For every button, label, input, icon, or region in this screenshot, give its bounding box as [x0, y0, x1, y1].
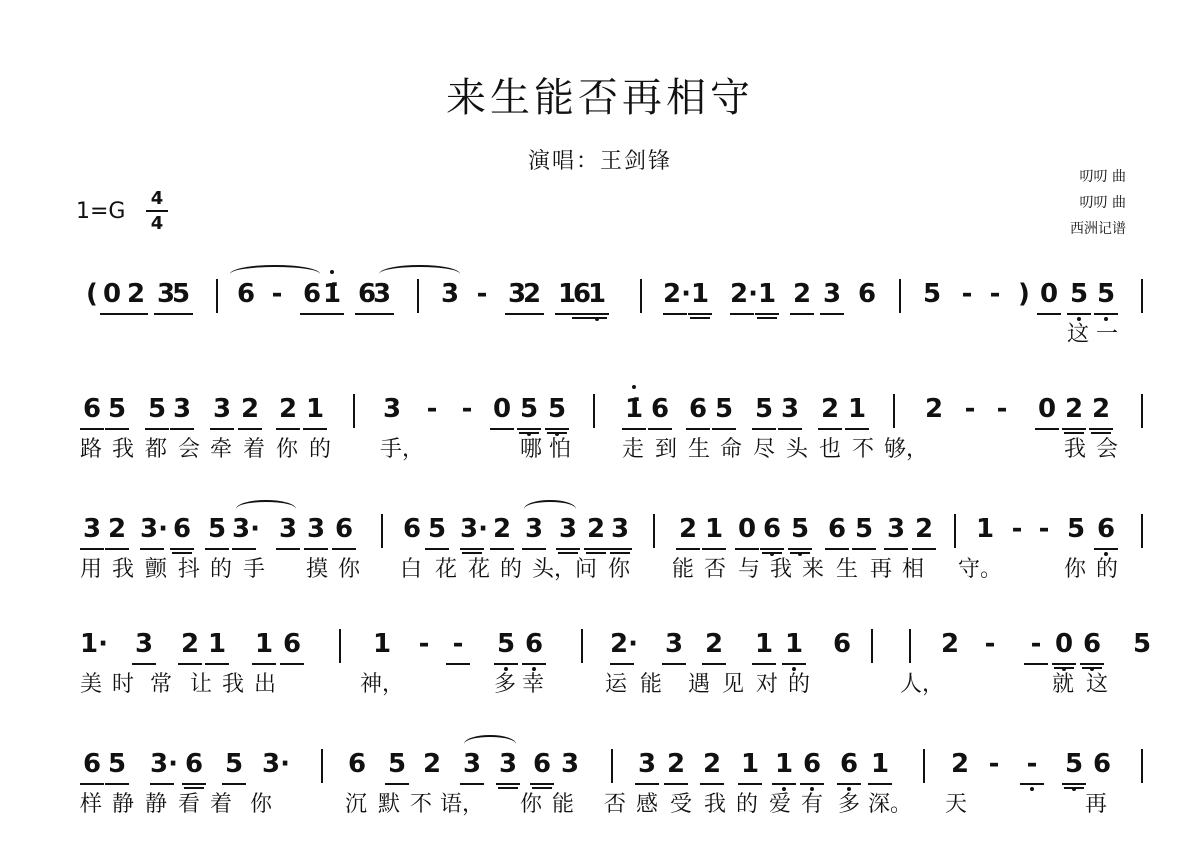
- note: 0: [1052, 625, 1076, 665]
- note: 3: [820, 275, 844, 315]
- note: 5: [205, 510, 229, 550]
- note: 3·: [140, 510, 164, 550]
- lyric-syllable: 能: [672, 557, 695, 582]
- note: 5: [1067, 275, 1091, 315]
- song-title: 来生能否再相守: [446, 75, 754, 121]
- lyric-syllable: 着: [210, 792, 233, 817]
- lyric-syllable: 也: [819, 437, 842, 462]
- note: 5: [1094, 275, 1118, 315]
- barline: [216, 279, 218, 313]
- singer-credit: 演唱：王剑锋: [527, 149, 672, 174]
- note: 2: [924, 394, 944, 424]
- note: 6: [182, 745, 206, 785]
- barline: [899, 279, 901, 313]
- note-dash: -: [961, 279, 973, 309]
- lyric-syllable: 沉: [345, 792, 368, 817]
- note: 6: [530, 745, 554, 785]
- lyric-syllable: 花: [435, 557, 458, 582]
- lyric-syllable: 再: [870, 557, 893, 582]
- note-dash: -: [1024, 625, 1048, 665]
- note: 1: [205, 625, 229, 665]
- note-dash: -: [988, 749, 1000, 779]
- note: 3: [556, 510, 580, 550]
- barline: [640, 279, 642, 313]
- note: 6: [80, 390, 104, 430]
- note: 6: [402, 514, 422, 544]
- note: 2: [1089, 390, 1113, 430]
- note: 6: [648, 390, 672, 430]
- lyric-syllable: 够，: [884, 437, 929, 462]
- slur: [230, 265, 320, 283]
- note: 3: [304, 510, 328, 550]
- barline: [1141, 279, 1143, 313]
- note: 5: [494, 625, 518, 665]
- note: 3: [496, 745, 520, 785]
- note: 6: [825, 510, 849, 550]
- lyric-syllable: 美: [80, 672, 103, 697]
- notation-row: [0, 745, 1200, 785]
- lyric-syllable: 我: [112, 437, 135, 462]
- note: 3: [80, 510, 104, 550]
- note-dash: -: [426, 394, 438, 424]
- lyric-syllable: 手，: [380, 437, 425, 462]
- note: 6: [686, 390, 710, 430]
- note: 1: [755, 275, 779, 315]
- note: 0: [735, 510, 759, 550]
- note: 6: [347, 749, 367, 779]
- note: 6: [857, 279, 877, 309]
- note-dash: -: [1011, 514, 1023, 544]
- note: 2: [664, 745, 688, 785]
- lyrics-row: [0, 436, 1200, 466]
- barline: [353, 394, 355, 428]
- note: 6: [1080, 625, 1104, 665]
- lyric-syllable: 就: [1052, 672, 1075, 697]
- note-dash: -: [418, 629, 430, 659]
- lyric-syllable: 遇: [688, 672, 711, 697]
- lyrics-row: [0, 671, 1200, 701]
- note-dash: -: [1038, 514, 1050, 544]
- note: 6: [80, 745, 104, 785]
- note: 0: [1037, 275, 1061, 315]
- note: 3: [460, 745, 484, 785]
- lyric-syllable: 摸: [306, 557, 329, 582]
- lyric-syllable: 颤: [145, 557, 168, 582]
- lyric-syllable: 见: [722, 672, 745, 697]
- note-dash: -: [271, 279, 283, 309]
- note: 1: [845, 390, 869, 430]
- note: 2: [238, 390, 262, 430]
- lyrics-row: [0, 791, 1200, 821]
- lyric-syllable: 路: [80, 437, 103, 462]
- note: 3: [778, 390, 802, 430]
- note: 1: [688, 275, 712, 315]
- lyric-syllable: 白: [400, 557, 423, 582]
- note: 2: [178, 625, 202, 665]
- lyric-syllable: 来: [802, 557, 825, 582]
- note: 5: [1132, 629, 1152, 659]
- note: 6: [570, 275, 594, 315]
- note: 5: [1062, 745, 1086, 785]
- lyric-syllable: 一: [1096, 322, 1119, 347]
- notation-row: [0, 510, 1200, 550]
- note: 0: [490, 390, 514, 430]
- note: 2: [422, 749, 442, 779]
- transcriber-credit: 西洲记谱: [1070, 221, 1126, 237]
- barline: [954, 514, 956, 548]
- lyric-syllable: 怕: [549, 437, 572, 462]
- composer-credit: 叨叨 曲: [1079, 169, 1126, 185]
- note-dash: -: [984, 629, 996, 659]
- lyric-syllable: 你: [250, 792, 273, 817]
- lyric-syllable: 常: [150, 672, 173, 697]
- lyric-syllable: 人，: [900, 672, 945, 697]
- lyric-syllable: 语，: [440, 792, 485, 817]
- lyric-syllable: 我: [704, 792, 727, 817]
- note: 6: [800, 745, 824, 785]
- lyric-syllable: 否: [704, 557, 727, 582]
- lyric-syllable: 这: [1086, 672, 1109, 697]
- note: 6: [522, 625, 546, 665]
- note: 5: [169, 275, 193, 315]
- note: 6: [355, 275, 379, 315]
- note: 5: [852, 510, 876, 550]
- lyric-syllable: 牵: [210, 437, 233, 462]
- barline: [893, 394, 895, 428]
- barline: [1141, 514, 1143, 548]
- barline: [339, 629, 341, 663]
- note: 1: [303, 390, 327, 430]
- lyric-syllable: 花: [468, 557, 491, 582]
- lyric-syllable: 静: [112, 792, 135, 817]
- lyric-syllable: 否: [604, 792, 627, 817]
- note: 1: [252, 625, 276, 665]
- note-dash: -: [996, 394, 1008, 424]
- note: 0: [100, 275, 124, 315]
- note: 3: [370, 275, 394, 315]
- note: 2·: [663, 275, 687, 315]
- note: 5: [222, 745, 246, 785]
- lyric-syllable: 让: [190, 672, 213, 697]
- barline: [923, 749, 925, 783]
- lyric-syllable: 神，: [360, 672, 405, 697]
- note: 3·: [262, 749, 290, 779]
- lyric-syllable: 我: [1064, 437, 1087, 462]
- barline: [581, 629, 583, 663]
- note: 3·: [232, 510, 256, 550]
- barline: [321, 749, 323, 783]
- lyric-syllable: 你: [338, 557, 361, 582]
- note: 2·: [610, 625, 634, 665]
- note: 1·: [80, 629, 108, 659]
- slur: [524, 500, 576, 518]
- lyric-syllable: 的: [1096, 557, 1119, 582]
- lyric-syllable: 样: [80, 792, 103, 817]
- barline: [653, 514, 655, 548]
- notation-row: [0, 275, 1200, 315]
- lyric-syllable: 受: [670, 792, 693, 817]
- lyric-syllable: 守。: [958, 557, 1003, 582]
- note: 2: [490, 510, 514, 550]
- note: 6: [280, 625, 304, 665]
- note: 1: [585, 275, 609, 315]
- note: 5: [105, 745, 129, 785]
- note: 6: [832, 629, 852, 659]
- note: 6: [236, 279, 256, 309]
- time-signature-top: 4: [150, 188, 164, 209]
- lyric-syllable: 相: [902, 557, 925, 582]
- note: 1: [772, 745, 796, 785]
- lyric-syllable: 会: [1096, 437, 1119, 462]
- time-signature-bottom: 4: [150, 213, 164, 234]
- note: 0: [1035, 390, 1059, 430]
- lyric-syllable: 的: [788, 672, 811, 697]
- note: 1̇: [622, 390, 646, 430]
- note: 3: [560, 749, 580, 779]
- key-signature: 1=G: [76, 199, 126, 224]
- lyric-syllable: 抖: [178, 557, 201, 582]
- lyrics-row: [0, 321, 1200, 351]
- note: 3: [210, 390, 234, 430]
- note: 3: [522, 510, 546, 550]
- note: 6: [332, 510, 356, 550]
- lyric-syllable: 头，: [532, 557, 577, 582]
- note: 2: [700, 745, 724, 785]
- lyric-syllable: 能: [552, 792, 575, 817]
- note: 2: [818, 390, 842, 430]
- note: 1: [702, 510, 726, 550]
- paren: ): [1018, 279, 1030, 309]
- note: 3: [132, 625, 156, 665]
- note: 1: [738, 745, 762, 785]
- lyric-syllable: 的: [500, 557, 523, 582]
- lyric-syllable: 走: [622, 437, 645, 462]
- note: 3·: [460, 510, 484, 550]
- note: 5: [385, 745, 409, 785]
- lyric-syllable: 都: [145, 437, 168, 462]
- note: 5: [752, 390, 776, 430]
- note-dash: -: [964, 394, 976, 424]
- lyric-syllable: 运: [605, 672, 628, 697]
- slur: [464, 735, 516, 753]
- barline: [611, 749, 613, 783]
- note: 5: [517, 390, 541, 430]
- note: 3: [505, 275, 529, 315]
- note: 3: [154, 275, 178, 315]
- note: 1: [782, 625, 806, 665]
- note: 5: [545, 390, 569, 430]
- lyric-syllable: 默: [378, 792, 401, 817]
- note: 3: [662, 625, 686, 665]
- note: 6: [760, 510, 784, 550]
- slur: [236, 500, 296, 518]
- lyric-syllable: 时: [112, 672, 135, 697]
- note-dash: -: [476, 279, 488, 309]
- note: 3: [440, 279, 460, 309]
- credits-block: [1070, 164, 1126, 242]
- note: 2: [520, 275, 544, 315]
- note: 1: [752, 625, 776, 665]
- lyric-syllable: 命: [720, 437, 743, 462]
- lyric-syllable: 生: [836, 557, 859, 582]
- slur: [379, 265, 460, 283]
- time-signature: [146, 188, 168, 234]
- note: 6: [300, 275, 324, 315]
- lyric-syllable: 问: [575, 557, 598, 582]
- note: 2: [584, 510, 608, 550]
- lyric-syllable: 爱: [769, 792, 792, 817]
- lyric-syllable: 生: [688, 437, 711, 462]
- note: 1̇: [320, 275, 344, 315]
- note: 2: [1062, 390, 1086, 430]
- lyric-syllable: 与: [738, 557, 761, 582]
- note: 5: [1066, 514, 1086, 544]
- lyric-syllable: 的: [736, 792, 759, 817]
- note-dash: -: [461, 394, 473, 424]
- note: 3: [884, 510, 908, 550]
- lyric-syllable: 对: [756, 672, 779, 697]
- lyric-syllable: 天: [945, 792, 968, 817]
- note: 3·: [150, 745, 174, 785]
- lyric-syllable: 不: [410, 792, 433, 817]
- note-dash: -: [989, 279, 1001, 309]
- lyric-syllable: 你: [276, 437, 299, 462]
- time-signature-divider: [146, 210, 168, 212]
- lyric-syllable: 多: [494, 672, 517, 697]
- note: 3: [635, 745, 659, 785]
- barline: [909, 629, 911, 663]
- note: 3: [382, 394, 402, 424]
- lyric-syllable: 多: [838, 792, 861, 817]
- note: 5: [712, 390, 736, 430]
- barline: [1141, 749, 1143, 783]
- lyric-syllable: 到: [655, 437, 678, 462]
- barline: [593, 394, 595, 428]
- lyric-syllable: 的: [309, 437, 332, 462]
- note: 1: [975, 514, 995, 544]
- lyric-syllable: 再: [1085, 792, 1108, 817]
- lyric-syllable: 头: [786, 437, 809, 462]
- note: 2: [940, 629, 960, 659]
- note: 6: [1092, 749, 1112, 779]
- lyric-syllable: 出: [254, 672, 277, 697]
- barline: [381, 514, 383, 548]
- lyric-syllable: 这: [1067, 322, 1090, 347]
- lyric-syllable: 会: [178, 437, 201, 462]
- lyric-syllable: 我: [770, 557, 793, 582]
- lyric-syllable: 着: [243, 437, 266, 462]
- barline: [871, 629, 873, 663]
- lyric-syllable: 尽: [753, 437, 776, 462]
- note: 3: [170, 390, 194, 430]
- note: 2: [702, 625, 726, 665]
- lyric-syllable: 静: [145, 792, 168, 817]
- note: 2: [790, 275, 814, 315]
- note: 2: [912, 510, 936, 550]
- note-dash: -: [1020, 745, 1044, 785]
- lyric-syllable: 你: [1064, 557, 1087, 582]
- note: 2: [950, 749, 970, 779]
- lyric-syllable: 用: [80, 557, 103, 582]
- note: 3: [608, 510, 632, 550]
- note: 5: [425, 510, 449, 550]
- lyric-syllable: 哪: [520, 437, 543, 462]
- note: 2: [105, 510, 129, 550]
- note: 2: [124, 275, 148, 315]
- lyric-syllable: 你: [520, 792, 543, 817]
- note: 1: [555, 275, 579, 315]
- note: 1: [372, 629, 392, 659]
- note: 6: [1094, 510, 1118, 550]
- note-dash: -: [446, 625, 470, 665]
- lyric-syllable: 的: [210, 557, 233, 582]
- note: 2: [276, 390, 300, 430]
- note: 2·: [730, 275, 754, 315]
- paren: (: [86, 279, 98, 309]
- lyric-syllable: 手: [243, 557, 266, 582]
- lyric-syllable: 感: [636, 792, 659, 817]
- barline: [417, 279, 419, 313]
- note: 6: [837, 745, 861, 785]
- notation-row: [0, 625, 1200, 665]
- note: 6: [170, 510, 194, 550]
- lyric-syllable: 看: [178, 792, 201, 817]
- notation-row: [0, 390, 1200, 430]
- lyric-syllable: 你: [608, 557, 631, 582]
- note: 5: [105, 390, 129, 430]
- lyrics-row: [0, 556, 1200, 586]
- note: 5: [145, 390, 169, 430]
- lyric-syllable: 深。: [868, 792, 913, 817]
- lyric-syllable: 我: [222, 672, 245, 697]
- lyric-syllable: 有: [801, 792, 824, 817]
- lyric-syllable: 我: [112, 557, 135, 582]
- note: 2: [676, 510, 700, 550]
- lyric-syllable: 幸: [522, 672, 545, 697]
- note: 3: [276, 510, 300, 550]
- note: 5: [922, 279, 942, 309]
- lyric-syllable: 能: [640, 672, 663, 697]
- barline: [1141, 394, 1143, 428]
- lyric-syllable: 不: [852, 437, 875, 462]
- note: 5: [788, 510, 812, 550]
- lyricist-credit: 叨叨 曲: [1079, 195, 1126, 211]
- note: 1: [868, 745, 892, 785]
